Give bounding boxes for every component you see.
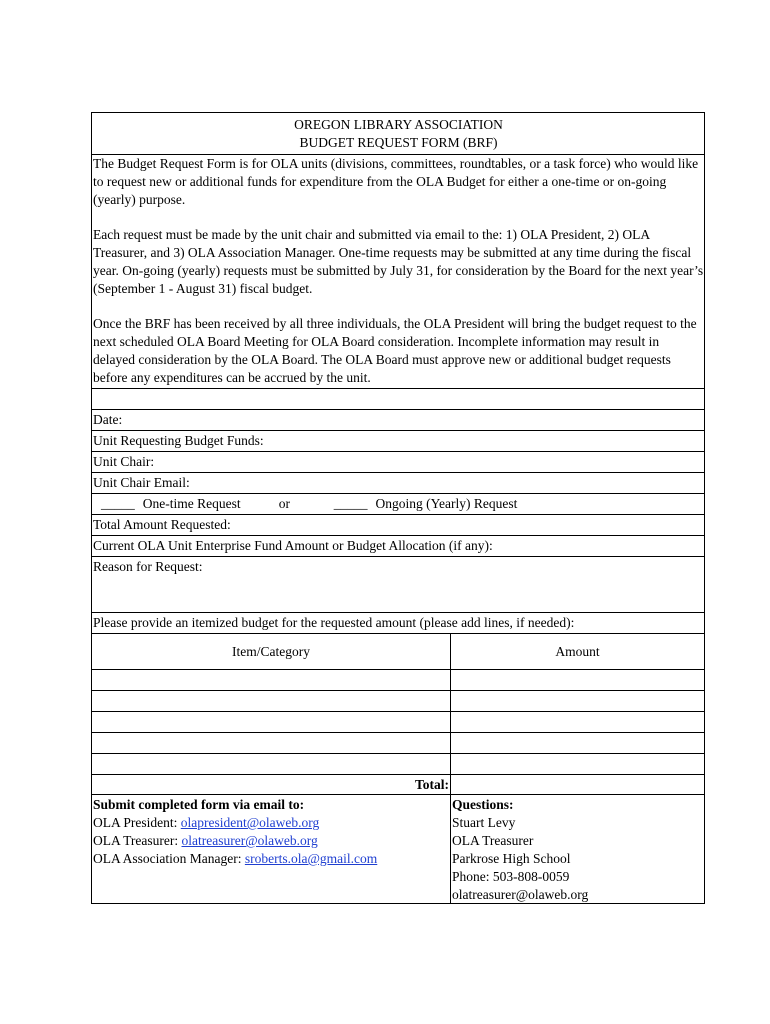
amount-cell[interactable]: [451, 733, 704, 754]
one-time-label: One-time Request: [142, 496, 241, 511]
unit-chair-label: Unit Chair:: [93, 454, 155, 469]
request-type-row: [92, 494, 704, 515]
itemized-prompt: Please provide an itemized budget for the requested amount (please add lines, if needed):: [93, 615, 575, 630]
intro-section: [92, 155, 704, 389]
contact-phone: Phone: 503-808-0059: [452, 869, 570, 884]
amount-cell[interactable]: [451, 754, 704, 775]
amount-header: Amount: [451, 634, 704, 670]
amount-cell[interactable]: [451, 691, 704, 712]
treasurer-label: OLA Treasurer:: [93, 833, 182, 848]
manager-label: OLA Association Manager:: [93, 851, 245, 866]
submit-title: Submit completed form via email to:: [93, 797, 305, 812]
item-cell[interactable]: [92, 754, 451, 775]
form-footer: [92, 795, 704, 903]
intro-paragraph-1: The Budget Request Form is for OLA units (divisions, committees, roundtables, or a task force) who would like to request new or additional funds for expenditure from the OLA Budget for either a one-time or on-going (yearly) purpose.: [93, 156, 699, 207]
item-cell[interactable]: [92, 670, 451, 691]
date-label: Date:: [93, 412, 123, 427]
treasurer-line: [93, 832, 450, 850]
contact-role: OLA Treasurer: [452, 833, 534, 848]
current-fund-label: Current OLA Unit Enterprise Fund Amount or Budget Allocation (if any):: [93, 538, 493, 553]
date-field[interactable]: [92, 410, 704, 431]
unit-label: Unit Requesting Budget Funds:: [93, 433, 264, 448]
form-header: [92, 113, 704, 155]
president-line: [93, 814, 450, 832]
contact-name: Stuart Levy: [452, 815, 516, 830]
form-title: BUDGET REQUEST FORM (BRF): [299, 135, 498, 150]
ongoing-label: Ongoing (Yearly) Request: [375, 496, 518, 511]
contact-org: Parkrose High School: [452, 851, 571, 866]
intro-paragraph-3: Once the BRF has been received by all three individuals, the OLA President will bring the budget request to the next scheduled OLA Board Meeting for OLA Board consideration. Incomplete information may result in delayed consideration by the OLA Board. The OLA Board must approve new or additional budget requests before any expenditures can be accrued by the unit.: [93, 316, 697, 385]
manager-line: [93, 850, 450, 868]
org-title: OREGON LIBRARY ASSOCIATION: [294, 117, 503, 132]
contact-email: olatreasurer@olaweb.org: [452, 887, 589, 902]
president-label: OLA President:: [93, 815, 181, 830]
one-time-blank[interactable]: _____: [101, 496, 135, 511]
questions-title: Questions:: [452, 797, 514, 812]
total-requested-label: Total Amount Requested:: [93, 517, 231, 532]
intro-paragraph-2: Each request must be made by the unit chair and submitted via email to the: 1) OLA President, 2) OLA Treasurer, and 3) OLA Association Manager. One-time requests may be submitted at any time during the fiscal year. On-going (yearly) requests must be submitted by July 31, for consideration by the Board for the next year’s (September 1 - August 31) fiscal budget.: [93, 227, 704, 296]
amount-cell[interactable]: [451, 670, 704, 691]
amount-cell[interactable]: [451, 712, 704, 733]
questions-contact: [451, 795, 704, 903]
table-row: [92, 712, 704, 733]
budget-table-header: [92, 634, 704, 670]
table-row: [92, 733, 704, 754]
blank-row: [92, 389, 704, 410]
budget-request-form: [91, 112, 705, 904]
reason-label: Reason for Request:: [93, 559, 203, 574]
submit-instructions: [92, 795, 451, 903]
ongoing-blank[interactable]: _____: [333, 496, 368, 511]
unit-chair-email-label: Unit Chair Email:: [93, 475, 190, 490]
item-cell[interactable]: [92, 733, 451, 754]
item-cell[interactable]: [92, 712, 451, 733]
total-requested-field[interactable]: [92, 515, 704, 536]
treasurer-email-link[interactable]: olatreasurer@olaweb.org: [181, 833, 318, 848]
president-email-link[interactable]: olapresident@olaweb.org: [180, 815, 320, 830]
unit-chair-email-field[interactable]: [92, 473, 704, 494]
total-label: Total:: [92, 775, 451, 795]
reason-field[interactable]: [92, 557, 704, 613]
table-row: [92, 754, 704, 775]
table-row: [92, 670, 704, 691]
current-fund-field[interactable]: [92, 536, 704, 557]
item-category-header: Item/Category: [92, 634, 451, 670]
item-cell[interactable]: [92, 691, 451, 712]
itemized-prompt-row: [92, 613, 704, 634]
or-label: or: [278, 496, 290, 511]
budget-total-row: [92, 775, 704, 795]
unit-chair-field[interactable]: [92, 452, 704, 473]
unit-field[interactable]: [92, 431, 704, 452]
manager-email-link[interactable]: sroberts.ola@gmail.com: [244, 851, 378, 866]
total-amount-cell[interactable]: [451, 775, 704, 795]
table-row: [92, 691, 704, 712]
